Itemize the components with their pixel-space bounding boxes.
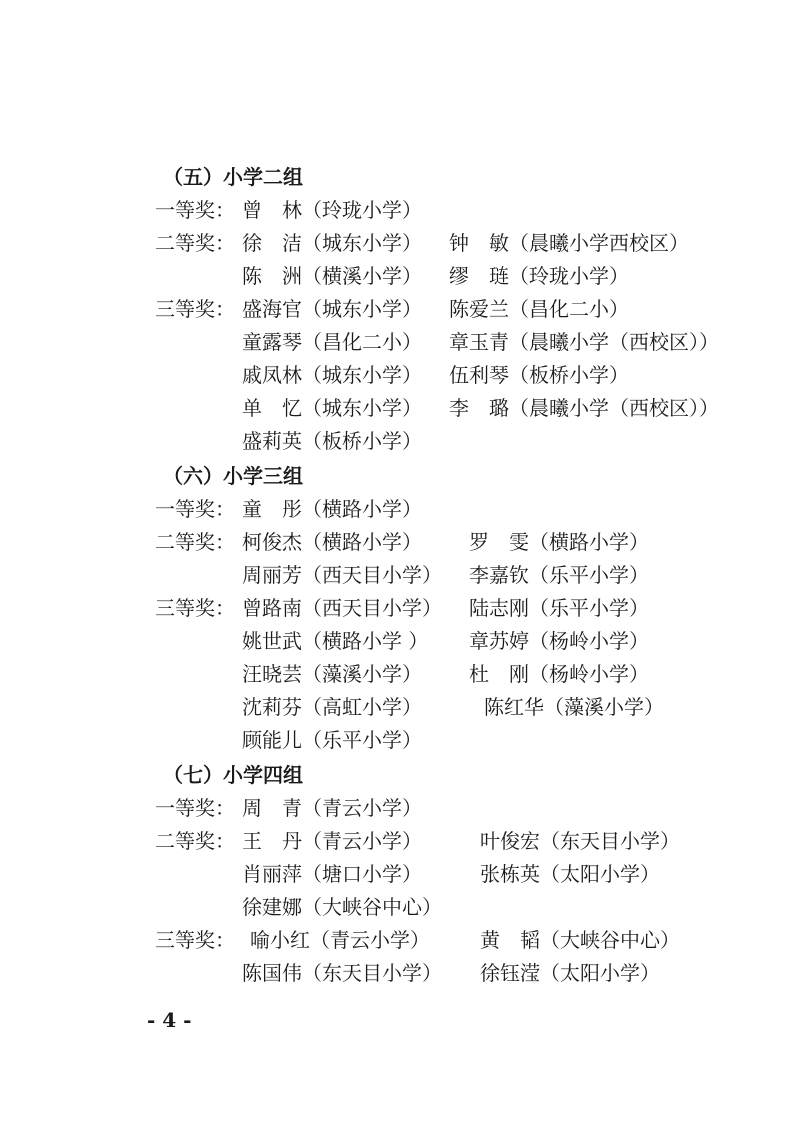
- award-label: 一等奖：: [155, 796, 235, 820]
- award-label: 三等奖：: [155, 928, 235, 952]
- award-label: 三等奖：: [155, 297, 235, 321]
- award-entry: 王 丹（青云小学）: [242, 829, 422, 853]
- award-entry: 缪 琏（玲珑小学）: [449, 264, 629, 288]
- award-entry: 盛海官（城东小学）: [242, 297, 422, 321]
- award-entry: 李 璐（晨曦小学（西校区））: [449, 396, 719, 420]
- award-entry: 喻小红（青云小学）: [250, 928, 430, 952]
- award-entry: 周丽芳（西天目小学）: [242, 563, 442, 587]
- award-entry: 盛莉英（板桥小学）: [242, 429, 422, 453]
- award-entry: 肖丽萍（塘口小学）: [242, 862, 422, 886]
- award-entry: 周 青（青云小学）: [242, 796, 422, 820]
- award-label: 三等奖：: [155, 596, 235, 620]
- award-entry: 陈 洲（横溪小学）: [242, 264, 422, 288]
- award-entry: 沈莉芬（高虹小学）: [242, 695, 422, 719]
- award-entry: 章苏婷（杨岭小学）: [469, 629, 649, 653]
- award-entry: 罗 雯（横路小学）: [469, 530, 649, 554]
- award-entry: 钟 敏（晨曦小学西校区）: [449, 231, 689, 255]
- award-entry: 陈爱兰（昌化二小）: [449, 297, 629, 321]
- award-label: 一等奖：: [155, 198, 235, 222]
- award-entry: 陆志刚（乐平小学）: [469, 596, 649, 620]
- award-entry: 陈国伟（东天目小学）: [242, 961, 442, 985]
- award-entry: 汪晓芸（藻溪小学）: [242, 662, 422, 686]
- award-label: 一等奖：: [155, 497, 235, 521]
- award-entry: 徐钰滢（太阳小学）: [480, 961, 660, 985]
- award-label: 二等奖：: [155, 231, 235, 255]
- page-number: - 4 -: [147, 1008, 192, 1032]
- award-entry: 叶俊宏（东天目小学）: [480, 829, 680, 853]
- award-entry: 单 忆（城东小学）: [242, 396, 422, 420]
- award-entry: 李嘉钦（乐平小学）: [469, 563, 649, 587]
- award-entry: 曾 林（玲珑小学）: [242, 198, 422, 222]
- award-entry: 童露琴（昌化二小）: [242, 330, 422, 354]
- award-entry: 陈红华（藻溪小学）: [484, 695, 664, 719]
- award-label: 二等奖：: [155, 829, 235, 853]
- award-entry: 姚世武（横路小学 ）: [242, 629, 429, 653]
- section-heading: （五）小学二组: [163, 165, 303, 189]
- award-entry: 柯俊杰（横路小学）: [242, 530, 422, 554]
- award-entry: 章玉青（晨曦小学（西校区））: [449, 330, 719, 354]
- award-entry: 徐建娜（大峡谷中心）: [242, 895, 442, 919]
- award-entry: 张栋英（太阳小学）: [480, 862, 660, 886]
- award-entry: 徐 洁（城东小学）: [242, 231, 422, 255]
- award-entry: 童 彤（横路小学）: [242, 497, 422, 521]
- award-entry: 伍利琴（板桥小学）: [449, 363, 629, 387]
- award-entry: 曾路南（西天目小学）: [242, 596, 442, 620]
- award-entry: 戚凤林（城东小学）: [242, 363, 422, 387]
- award-entry: 顾能儿（乐平小学）: [242, 728, 422, 752]
- section-heading: （六）小学三组: [163, 464, 303, 488]
- award-entry: 黄 韬（大峡谷中心）: [480, 928, 680, 952]
- section-heading: （七）小学四组: [163, 763, 303, 787]
- award-entry: 杜 刚（杨岭小学）: [469, 662, 649, 686]
- award-label: 二等奖：: [155, 530, 235, 554]
